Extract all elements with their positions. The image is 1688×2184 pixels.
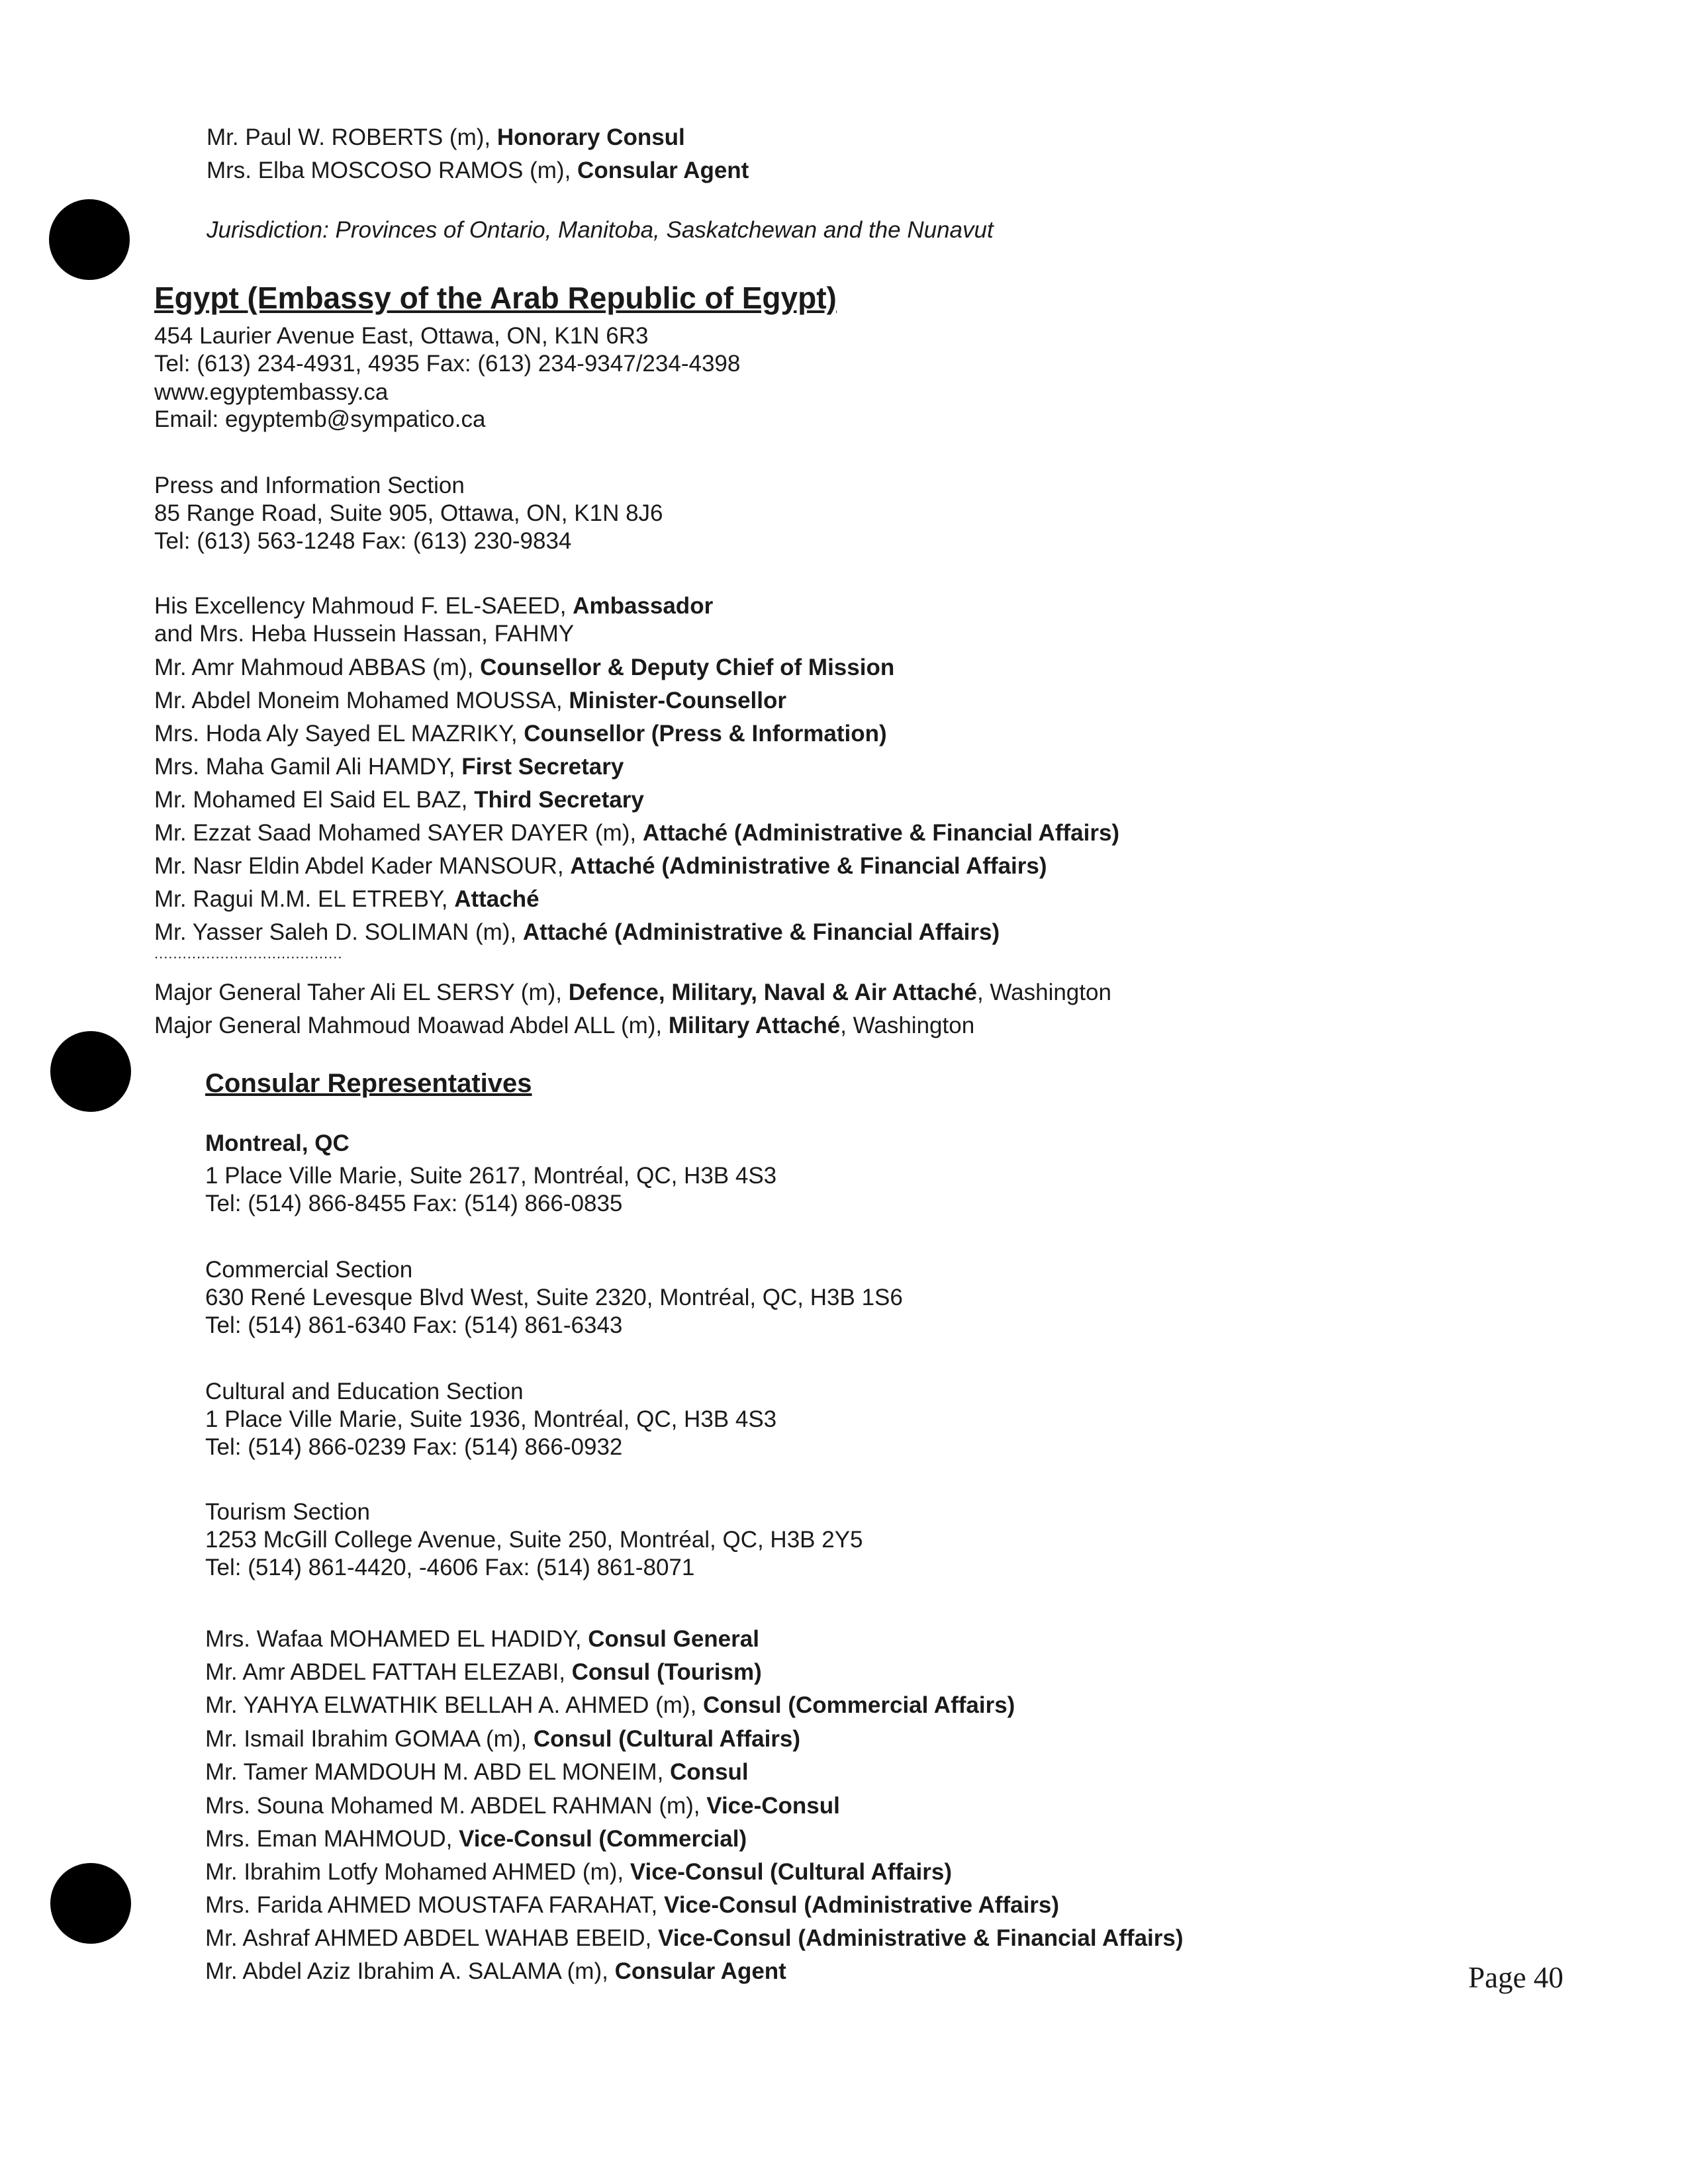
staff-line: His Excellency Mahmoud F. EL-SAEED, Ambassador xyxy=(154,593,714,619)
contact-line: Mrs. Elba MOSCOSO RAMOS (m), Consular Agent xyxy=(207,158,749,183)
dotted-separator: ........................................ xyxy=(154,945,343,962)
jurisdiction-note: Jurisdiction: Provinces of Ontario, Manitoba, Saskatchewan and the Nunavut xyxy=(207,217,994,243)
commercial-section-phone: Tel: (514) 861-6340 Fax: (514) 861-6343 xyxy=(205,1312,623,1338)
cultural-section-address: 1 Place Ville Marie, Suite 1936, Montréal, QC, H3B 4S3 xyxy=(205,1406,777,1432)
tourism-section-title: Tourism Section xyxy=(205,1499,370,1525)
embassy-website: www.egyptembassy.ca xyxy=(154,379,389,405)
staff-line: Mr. Abdel Moneim Mohamed MOUSSA, Minister-Counsellor xyxy=(154,688,786,713)
staff-line: and Mrs. Heba Hussein Hassan, FAHMY xyxy=(154,621,575,647)
consular-staff-line: Mr. YAHYA ELWATHIK BELLAH A. AHMED (m), Consul (Commercial Affairs) xyxy=(205,1692,1015,1718)
commercial-section-address: 630 René Levesque Blvd West, Suite 2320, Montréal, QC, H3B 1S6 xyxy=(205,1285,903,1310)
staff-line: Mr. Yasser Saleh D. SOLIMAN (m), Attaché (Administrative & Financial Affairs) xyxy=(154,919,1000,945)
consular-staff-line: Mrs. Souna Mohamed M. ABDEL RAHMAN (m), Vice-Consul xyxy=(205,1793,840,1819)
embassy-address: 454 Laurier Avenue East, Ottawa, ON, K1N 6R3 xyxy=(154,323,649,349)
press-section-title: Press and Information Section xyxy=(154,473,465,498)
staff-line: Mr. Nasr Eldin Abdel Kader MANSOUR, Attaché (Administrative & Financial Affairs) xyxy=(154,853,1047,879)
embassy-heading: Egypt (Embassy of the Arab Republic of Egypt) xyxy=(154,281,837,315)
binder-hole-bottom xyxy=(50,1863,131,1944)
binder-hole-middle xyxy=(50,1031,131,1112)
military-line: Major General Mahmoud Moawad Abdel ALL (m), Military Attaché, Washington xyxy=(154,1013,975,1038)
staff-line: Mr. Ezzat Saad Mohamed SAYER DAYER (m), Attaché (Administrative & Financial Affairs) xyxy=(154,820,1120,846)
consular-phone: Tel: (514) 866-8455 Fax: (514) 866-0835 xyxy=(205,1191,623,1216)
consular-staff-line: Mr. Abdel Aziz Ibrahim A. SALAMA (m), Consular Agent xyxy=(205,1958,786,1984)
tourism-section-address: 1253 McGill College Avenue, Suite 250, Montréal, QC, H3B 2Y5 xyxy=(205,1527,863,1553)
embassy-phone: Tel: (613) 234-4931, 4935 Fax: (613) 234-9347/234-4398 xyxy=(154,351,741,377)
military-line: Major General Taher Ali EL SERSY (m), Defence, Military, Naval & Air Attaché, Washington xyxy=(154,979,1111,1005)
consular-staff-line: Mrs. Eman MAHMOUD, Vice-Consul (Commercial) xyxy=(205,1826,747,1852)
consular-staff-line: Mr. Ashraf AHMED ABDEL WAHAB EBEID, Vice-Consul (Administrative & Financial Affairs) xyxy=(205,1925,1184,1951)
consular-address: 1 Place Ville Marie, Suite 2617, Montréal, QC, H3B 4S3 xyxy=(205,1163,777,1189)
press-section-phone: Tel: (613) 563-1248 Fax: (613) 230-9834 xyxy=(154,528,572,554)
consular-staff-line: Mr. Amr ABDEL FATTAH ELEZABI, Consul (Tourism) xyxy=(205,1659,762,1685)
staff-line: Mr. Mohamed El Said EL BAZ, Third Secretary xyxy=(154,787,644,813)
contact-line: Mr. Paul W. ROBERTS (m), Honorary Consul xyxy=(207,124,685,150)
consular-staff-line: Mrs. Wafaa MOHAMED EL HADIDY, Consul General xyxy=(205,1626,759,1652)
cultural-section-title: Cultural and Education Section xyxy=(205,1379,524,1404)
tourism-section-phone: Tel: (514) 861-4420, -4606 Fax: (514) 861-8071 xyxy=(205,1555,695,1580)
consular-staff-line: Mr. Ismail Ibrahim GOMAA (m), Consul (Cultural Affairs) xyxy=(205,1726,801,1752)
consular-staff-line: Mrs. Farida AHMED MOUSTAFA FARAHAT, Vice-Consul (Administrative Affairs) xyxy=(205,1892,1060,1918)
consular-staff-line: Mr. Ibrahim Lotfy Mohamed AHMED (m), Vice-Consul (Cultural Affairs) xyxy=(205,1859,952,1885)
consular-staff-line: Mr. Tamer MAMDOUH M. ABD EL MONEIM, Consul xyxy=(205,1759,749,1785)
staff-line: Mr. Ragui M.M. EL ETREBY, Attaché xyxy=(154,886,539,912)
consular-city: Montreal, QC xyxy=(205,1130,350,1156)
page-number: Page 40 xyxy=(1468,1961,1564,1994)
staff-line: Mr. Amr Mahmoud ABBAS (m), Counsellor & Deputy Chief of Mission xyxy=(154,655,895,680)
staff-line: Mrs. Maha Gamil Ali HAMDY, First Secretary xyxy=(154,754,624,780)
binder-hole-top xyxy=(49,199,130,280)
commercial-section-title: Commercial Section xyxy=(205,1257,413,1283)
press-section-address: 85 Range Road, Suite 905, Ottawa, ON, K1N 8J6 xyxy=(154,500,663,526)
staff-line: Mrs. Hoda Aly Sayed EL MAZRIKY, Counsellor (Press & Information) xyxy=(154,721,887,747)
consular-heading: Consular Representatives xyxy=(205,1069,532,1098)
embassy-email: Email: egyptemb@sympatico.ca xyxy=(154,406,486,432)
cultural-section-phone: Tel: (514) 866-0239 Fax: (514) 866-0932 xyxy=(205,1434,623,1460)
